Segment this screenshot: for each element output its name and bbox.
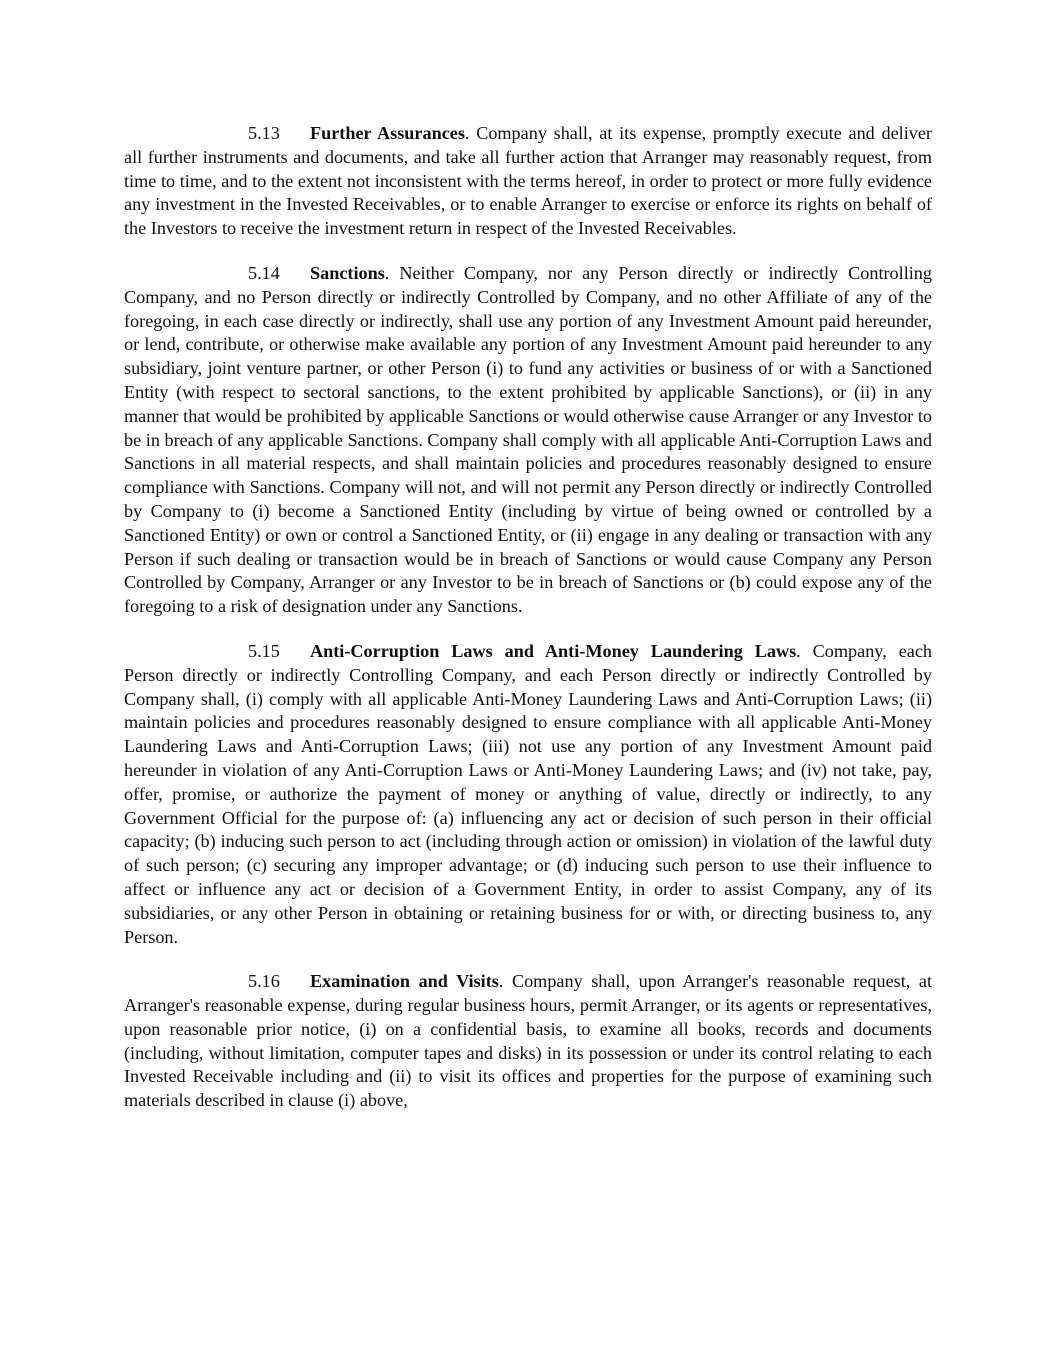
section-number: 5.16 (248, 971, 280, 992)
section-number: 5.13 (248, 123, 280, 143)
section-body: . Company, each Person directly or indirectly Controlling Company, and each Person directly or indirectly Controlled by Company shall, (i) comply with all applicable Anti-Money Laundering Laws and Anti-Corruption Laws; (ii) maintain policies and procedures reasonably designed to ensure compliance with all applicable Anti-Money Laundering Laws and Anti-Corruption Laws; (iii) not use any portion of any Investment Amount paid hereunder in violation of any Anti-Corruption Laws or Anti-Money Laundering Laws; and (iv) not take, pay, offer, promise, or authorize the payment of money or anything of value, directly or indirectly, to any Government Official for the purpose of: (a) influencing any act or decision of such person in their official capacity; (b) inducing such person to act (including through action or omission) in violation of the lawful duty of such person; (c) securing any improper advantage; or (d) inducing such person to use their influence to affect or influence any act or decision of a Government Entity, in order to assist Company, any of its subsidiaries, or any other Person in obtaining or retaining business for or with, or directing business to, any Person. (124, 640, 932, 947)
section-5-15 (124, 640, 932, 949)
section-5-14 (124, 262, 932, 619)
section-heading: Further Assurances (310, 123, 465, 143)
section-heading: Examination and Visits (310, 971, 499, 992)
section-number: 5.15 (248, 640, 280, 661)
section-body: . Neither Company, nor any Person directly or indirectly Controlling Company, and no Person directly or indirectly Controlled by Company, and no other Affiliate of any of the foregoing, in each case directly or indirectly, shall use any portion of any Investment Amount paid hereunder, or lend, contribute, or otherwise make available any portion of any Investment Amount paid hereunder to any subsidiary, joint venture partner, or other Person (i) to fund any activities or business of or with a Sanctioned Entity (with respect to sectoral sanctions, to the extent prohibited by applicable Sanctions), or (ii) in any manner that would be prohibited by applicable Sanctions or would otherwise cause Arranger or any Investor to be in breach of any applicable Sanctions. Company shall comply with all applicable Anti-Corruption Laws and Sanctions in all material respects, and shall maintain policies and procedures reasonably designed to ensure compliance with Sanctions. Company will not, and will not permit any Person directly or indirectly Controlled by Company to (i) become a Sanctioned Entity (including by virtue of being owned or controlled by a Sanctioned Entity) or own or control a Sanctioned Entity, or (ii) engage in any dealing or transaction with any Person if such dealing or transaction would be in breach of Sanctions or would cause Company any Person Controlled by Company, Arranger or any Investor to be in breach of Sanctions or (b) could expose any of the foregoing to a risk of designation under any Sanctions. (124, 262, 932, 617)
section-number: 5.14 (248, 262, 280, 283)
section-body: . Company shall, at its expense, promptly execute and deliver all further instruments and documents, and take all further action that Arranger may reasonably request, from time to time, and to the extent not inconsistent with the terms hereof, in order to protect or more fully evidence any investment in the Invested Receivables, or to enable Arranger to exercise or enforce its rights on behalf of the Investors to receive the investment return in respect of the Invested Receivables. (124, 123, 932, 239)
section-body: . Company shall, upon Arranger's reasonable request, at Arranger's reasonable expense, during regular business hours, permit Arranger, or its agents or representatives, upon reasonable prior notice, (i) on a confidential basis, to examine all books, records and documents (including, without limitation, computer tapes and disks) in its possession or under its control relating to each Invested Receivable including and (ii) to visit its offices and properties for the purpose of examining such materials described in clause (i) above, (124, 971, 933, 1111)
section-heading: Sanctions (310, 262, 385, 283)
section-5-16 (124, 970, 932, 1113)
document-page (124, 122, 932, 1134)
section-5-13 (124, 122, 932, 241)
section-heading: Anti-Corruption Laws and Anti-Money Laundering Laws (310, 640, 797, 661)
